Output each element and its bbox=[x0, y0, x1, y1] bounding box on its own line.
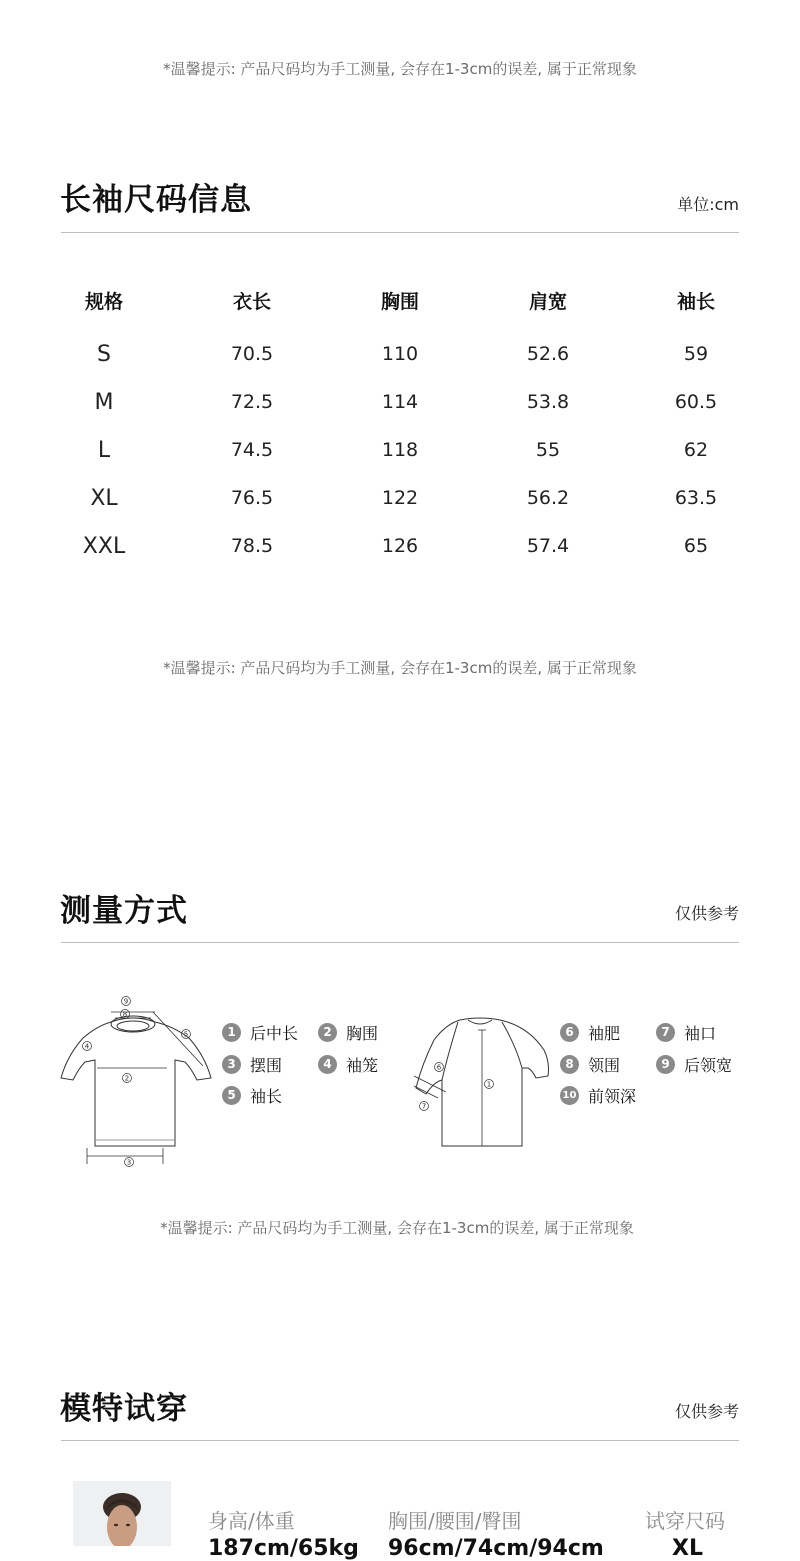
svg-text:9: 9 bbox=[123, 997, 129, 1006]
svg-text:7: 7 bbox=[421, 1102, 427, 1111]
model-col-height-weight: 身高/体重 bbox=[208, 1509, 295, 1533]
table-row bbox=[30, 330, 770, 378]
legend-number: 2 bbox=[318, 1023, 337, 1042]
size-section-divider bbox=[61, 232, 739, 233]
table-cell: 110 bbox=[381, 343, 419, 365]
table-cell: 122 bbox=[381, 487, 419, 509]
legend-number: 10 bbox=[560, 1086, 579, 1105]
size-section-title: 长袖尺码信息 bbox=[60, 182, 252, 218]
table-cell: 72.5 bbox=[230, 391, 274, 413]
size-label: L bbox=[97, 437, 111, 463]
table-cell: 118 bbox=[381, 439, 419, 461]
table-cell: 56.2 bbox=[526, 487, 570, 509]
legend-number: 6 bbox=[560, 1023, 579, 1042]
legend-item bbox=[222, 1053, 282, 1076]
header-size: 规格 bbox=[84, 290, 123, 313]
legend-label: 袖肥 bbox=[588, 1024, 621, 1043]
legend-label: 胸围 bbox=[346, 1024, 379, 1043]
size-table-header-row bbox=[30, 284, 770, 330]
legend-item bbox=[656, 1021, 716, 1044]
legend-number: 1 bbox=[222, 1023, 241, 1042]
measurement-tip-2: *温馨提示: 产品尺码均为手工测量, 会存在1-3cm的误差, 属于正常现象 bbox=[163, 659, 637, 677]
legend-label: 前领深 bbox=[588, 1087, 637, 1106]
model-value-height-weight: 187cm/65kg bbox=[208, 1536, 359, 1561]
table-row bbox=[30, 378, 770, 426]
svg-text:2: 2 bbox=[124, 1074, 130, 1083]
legend-item bbox=[656, 1053, 732, 1076]
table-cell: 62 bbox=[683, 439, 709, 461]
size-label: XL bbox=[90, 485, 118, 511]
model-section-divider bbox=[61, 1440, 739, 1441]
model-value-measurements: 96cm/74cm/94cm bbox=[388, 1536, 604, 1561]
model-portrait-icon bbox=[73, 1481, 171, 1546]
svg-text:6: 6 bbox=[436, 1063, 442, 1072]
measurement-tip-1: *温馨提示: 产品尺码均为手工测量, 会存在1-3cm的误差, 属于正常现象 bbox=[163, 60, 637, 78]
table-cell: 55 bbox=[535, 439, 561, 461]
header-sleeve: 袖长 bbox=[676, 290, 715, 313]
model-col-measurements: 胸围/腰围/臀围 bbox=[388, 1509, 522, 1533]
header-shoulder: 肩宽 bbox=[528, 290, 567, 313]
table-row bbox=[30, 474, 770, 522]
measurement-tip-3: *温馨提示: 产品尺码均为手工测量, 会存在1-3cm的误差, 属于正常现象 bbox=[160, 1219, 634, 1237]
svg-text:3: 3 bbox=[126, 1158, 132, 1167]
svg-text:8: 8 bbox=[122, 1010, 128, 1019]
legend-label: 后中长 bbox=[250, 1024, 299, 1043]
table-cell: 52.6 bbox=[526, 343, 570, 365]
legend-number: 8 bbox=[560, 1055, 579, 1074]
legend-number: 9 bbox=[656, 1055, 675, 1074]
legend-number: 4 bbox=[318, 1055, 337, 1074]
legend-number: 3 bbox=[222, 1055, 241, 1074]
table-cell: 70.5 bbox=[230, 343, 274, 365]
model-note: 仅供参考 bbox=[674, 1402, 739, 1421]
table-cell: 76.5 bbox=[230, 487, 274, 509]
table-cell: 74.5 bbox=[230, 439, 274, 461]
size-label: XXL bbox=[82, 533, 126, 559]
table-row bbox=[30, 426, 770, 474]
legend-label: 摆围 bbox=[250, 1056, 283, 1075]
model-value-size: XL bbox=[672, 1536, 703, 1561]
table-cell: 53.8 bbox=[526, 391, 570, 413]
legend-item bbox=[222, 1021, 298, 1044]
legend-item bbox=[560, 1021, 620, 1044]
table-cell: 60.5 bbox=[674, 391, 718, 413]
legend-label: 袖笼 bbox=[346, 1056, 379, 1075]
measure-section-divider bbox=[61, 942, 739, 943]
legend-label: 袖长 bbox=[250, 1087, 283, 1106]
legend-item bbox=[560, 1084, 636, 1107]
table-cell: 59 bbox=[683, 343, 709, 365]
legend-number: 7 bbox=[656, 1023, 675, 1042]
size-label: M bbox=[94, 389, 114, 415]
table-cell: 57.4 bbox=[526, 535, 570, 557]
legend-item bbox=[560, 1053, 620, 1076]
legend-label: 后领宽 bbox=[684, 1056, 733, 1075]
svg-text:5: 5 bbox=[183, 1030, 189, 1039]
measure-section-title: 测量方式 bbox=[60, 893, 188, 929]
legend-label: 领围 bbox=[588, 1056, 621, 1075]
header-chest: 胸围 bbox=[380, 290, 419, 313]
legend-number: 5 bbox=[222, 1086, 241, 1105]
size-table bbox=[30, 284, 770, 570]
table-cell: 126 bbox=[381, 535, 419, 557]
table-row bbox=[30, 522, 770, 570]
table-cell: 78.5 bbox=[230, 535, 274, 557]
measure-note: 仅供参考 bbox=[674, 904, 739, 923]
model-col-size: 试穿尺码 bbox=[645, 1509, 725, 1533]
size-label: S bbox=[97, 341, 111, 367]
model-avatar bbox=[73, 1481, 171, 1546]
legend-item bbox=[318, 1053, 378, 1076]
model-section-title: 模特试穿 bbox=[60, 1391, 188, 1427]
tshirt-back-diagram-icon bbox=[408, 1014, 553, 1154]
size-unit-label: 单位:cm bbox=[677, 195, 739, 214]
header-length: 衣长 bbox=[232, 290, 271, 313]
tshirt-front-diagram-icon bbox=[55, 994, 215, 1172]
legend-item bbox=[222, 1084, 282, 1107]
table-cell: 65 bbox=[683, 535, 709, 557]
table-cell: 114 bbox=[381, 391, 419, 413]
legend-label: 袖口 bbox=[684, 1024, 717, 1043]
table-cell: 63.5 bbox=[674, 487, 718, 509]
svg-text:1: 1 bbox=[486, 1080, 492, 1089]
svg-text:4: 4 bbox=[84, 1042, 90, 1051]
legend-item bbox=[318, 1021, 378, 1044]
